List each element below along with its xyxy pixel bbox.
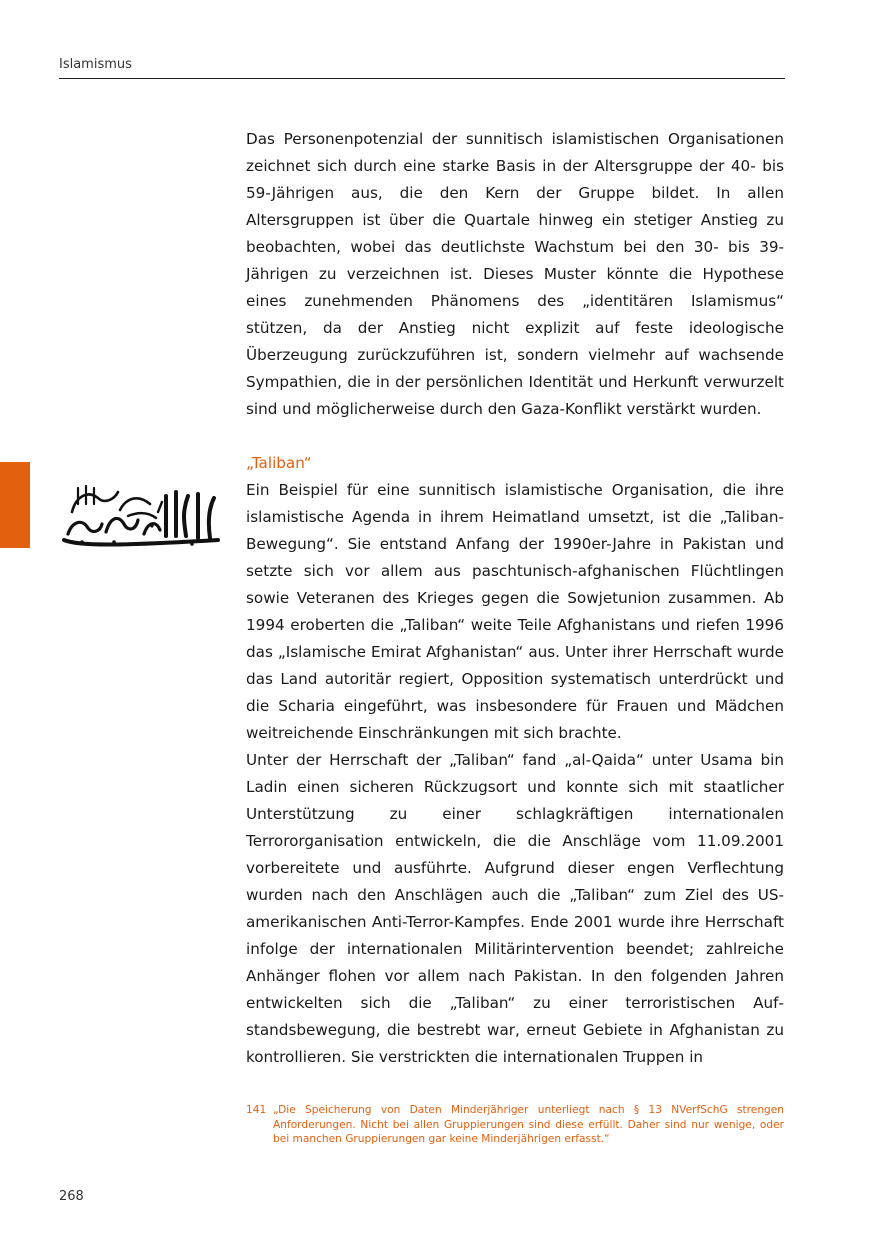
body-paragraph-1: Ein Beispiel für eine sunnitisch islamistische Organisation, die ihre islamistische Agenda in ihrem Heimatland umsetzt, ist die „Taliban-Bewegung“. Sie entstand Anfang der 1990er-Jahre in Pakistan und setzte sich vor allem aus paschtunisch-afghanischen Flüchtlingen sowie Veteranen des Krieges gegen die Sowjetunion zusammen. Ab 1994 eroberten die „Taliban“ weite Teile Afghanistans und riefen 1996 das „Islamische Emirat Afghanistan“ aus. Unter ihrer Herrschaft wurde das Land autoritär regiert, Opposition systematisch unterdrückt und die Scharia eingeführt, was insbesondere für Frauen und Mädchen weitreichende Einschränkungen mit sich brachte. (246, 481, 784, 742)
intro-paragraph: Das Personenpotenzial der sunnitisch islamistischen Organisationen zeichnet sich durch eine starke Basis in der Altersgruppe der 40- bis 59-Jährigen aus, die den Kern der Gruppe bildet. In allen Altersgruppen ist über die Quartale hinweg ein stetiger Anstieg zu beobachten, wobei das deutlichste Wachstum bei den 30- bis 39-Jährigen zu verzeichnen ist. Dieses Muster könnte die Hypothese eines zunehmenden Phänomens des „identitären Islamismus“ stützen, da der Anstieg nicht explizit auf feste ideologische Überzeugung zurückzuführen ist, sondern vielmehr auf wachsende Sympathien, die in der persönlichen Identität und Herkunft verwurzelt sind und möglicherweise durch den Gaza-Konflikt verstärkt wurden. (246, 130, 784, 418)
header-divider (59, 78, 785, 79)
footnote-number: 141 (246, 1104, 267, 1116)
footnote-text: „Die Speicherung von Daten Minderjähriger unterliegt nach § 13 NVerfSchG strengen Anforderungen. Nicht bei allen Gruppierungen sind diese erfüllt. Daher sind nur wenige, oder bei manchen Gruppierungen gar keine Minderjährigen erfasst.“ (273, 1104, 784, 1145)
body-paragraph-2: Unter der Herrschaft der „Taliban“ fand „al-Qaida“ unter Usama bin Ladin einen sicheren Rückzugsort und konnte sich mit staatlicher Unterstützung zu einer schlagkräftigen internationalen Terrororganisation entwickeln, die die Anschläge vom 11.09.2001 vorbereitete und ausführte. Aufgrund dieser engen Verflechtung wurden nach den Anschlägen auch die „Taliban“ zum Ziel des US-amerikanischen Anti-Terror-Kampfes. Ende 2001 wurde ihre Herrschaft infolge der internationalen Militärintervention beendet; zahlreiche Anhänger flohen vor allem nach Pakistan. In den folgenden Jahren entwickelten sich die „Taliban“ zu einer terroristischen Aufstandsbewegung, die bestrebt war, erneut Gebiete in Afghanistan zu kontrollieren. Sie verstrickten die internationalen Truppen in (246, 751, 784, 1066)
section-body (246, 477, 784, 1071)
section-heading: „Taliban“ (246, 454, 312, 472)
page-number: 268 (59, 1189, 84, 1204)
chapter-marker-tab (0, 462, 30, 548)
footnote (246, 1103, 784, 1147)
calligraphy-emblem-icon (58, 482, 224, 552)
running-title: Islamismus (59, 57, 132, 72)
intro-block (246, 126, 784, 423)
